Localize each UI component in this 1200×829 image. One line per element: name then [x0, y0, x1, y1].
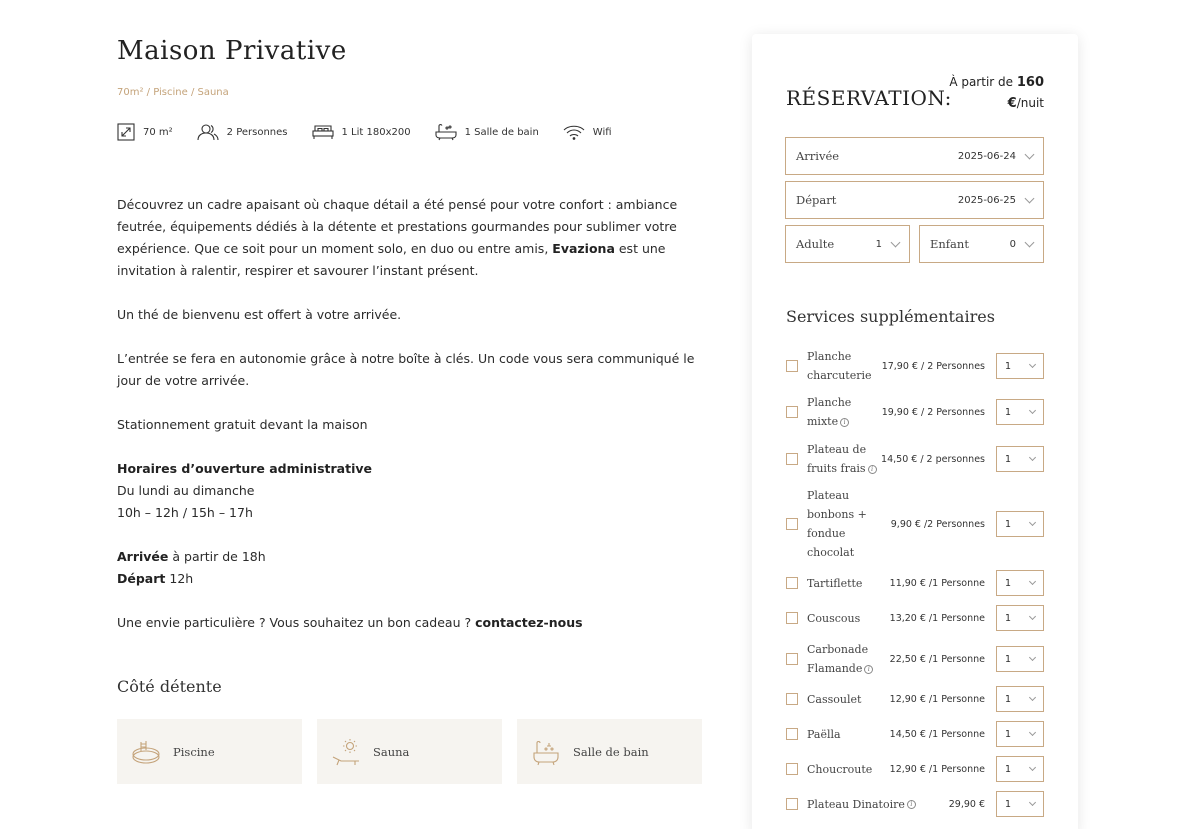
service-checkbox[interactable] [786, 798, 798, 810]
amenity-list [117, 719, 702, 784]
children-select[interactable] [919, 225, 1044, 263]
service-price: 29,90 € [948, 798, 985, 810]
service-checkbox[interactable] [786, 612, 798, 624]
service-price: 17,90 € / 2 Personnes [881, 360, 985, 372]
service-quantity-select[interactable]: 1 [996, 721, 1044, 747]
adults-label: Adulte [796, 237, 835, 251]
description-paragraph: Découvrez un cadre apaisant où chaque détail a été pensé pour votre confort : ambiance feutrée, équipements dédiés à la détente et prestations gourmandes pour sublimer votre expérience. Que ce soit pour un moment solo, en duo ou entre amis, Evaziona est une invitation à ralentir, respirer et savourer l’instant présent. [117, 197, 678, 278]
service-name: Plateau de fruits frais i [807, 440, 881, 478]
feature-bed [312, 124, 411, 140]
service-price: 14,50 € / 2 personnes [881, 453, 985, 465]
service-price: 9,90 € /2 Personnes [890, 518, 985, 530]
service-quantity-select[interactable]: 1 [996, 756, 1044, 782]
service-item [786, 605, 1044, 631]
expand-icon [117, 123, 135, 141]
adults-value: 1 [875, 238, 882, 250]
chevron-down-icon [1025, 193, 1035, 203]
feature-guests [197, 123, 288, 141]
service-item [786, 721, 1044, 747]
chevron-down-icon [1025, 237, 1035, 247]
contact-text: Une envie particulière ? Vous souhaitez un bon cadeau ? contactez-nous [117, 615, 583, 630]
service-checkbox[interactable] [786, 577, 798, 589]
checkin-times: Arrivée à partir de 18h Départ 12h [117, 549, 266, 586]
children-label: Enfant [930, 237, 969, 251]
amenity-bathroom: Salle de bain [517, 719, 702, 784]
feature-label: 2 Personnes [226, 126, 288, 138]
access-text: L’entrée se fera en autonomie grâce à notre boîte à clés. Un code vous sera communiqué le jour de votre arrivée. [117, 351, 695, 388]
hours-title: Horaires d’ouverture administrative [117, 461, 372, 476]
wifi-icon [563, 124, 585, 140]
section-title: Côté détente [117, 677, 222, 696]
service-checkbox[interactable] [786, 728, 798, 740]
service-checkbox[interactable] [786, 518, 798, 530]
service-quantity-select[interactable]: 1 [996, 353, 1044, 379]
feature-label: Wifi [592, 126, 612, 138]
service-name: Planche mixte i [807, 396, 852, 428]
service-checkbox[interactable] [786, 453, 798, 465]
chevron-down-icon [1029, 577, 1036, 584]
service-item [786, 346, 1044, 386]
brand-name: Evaziona [552, 241, 615, 256]
amenity-sauna: Sauna [317, 719, 502, 784]
feature-list [117, 123, 636, 141]
service-quantity-select[interactable]: 1 [996, 605, 1044, 631]
service-checkbox[interactable] [786, 653, 798, 665]
service-item [786, 791, 1044, 817]
chevron-down-icon [891, 237, 901, 247]
service-name: Carbonade Flamande i [807, 640, 881, 678]
feature-label: 70 m² [143, 126, 173, 138]
reservation-panel [752, 34, 1078, 829]
service-quantity-select[interactable]: 1 [996, 686, 1044, 712]
service-item [786, 686, 1044, 712]
description [117, 194, 707, 656]
service-item [786, 439, 1044, 479]
service-price: 12,90 € /1 Personne [889, 693, 985, 705]
info-icon[interactable]: i [840, 418, 849, 427]
service-item [786, 570, 1044, 596]
service-item [786, 756, 1044, 782]
adults-select[interactable] [785, 225, 910, 263]
service-checkbox[interactable] [786, 406, 798, 418]
services-title: Services supplémentaires [786, 307, 995, 326]
service-checkbox[interactable] [786, 360, 798, 372]
chevron-down-icon [1029, 728, 1036, 735]
service-quantity-select[interactable]: 1 [996, 399, 1044, 425]
chevron-down-icon [1029, 453, 1036, 460]
bathtub-icon [435, 123, 457, 141]
arrival-label: Arrivée [796, 149, 840, 163]
service-name: Choucroute [807, 762, 873, 776]
feature-label: 1 Salle de bain [464, 126, 539, 138]
opening-hours: Horaires d’ouverture administrative Du lundi au dimanche 10h – 12h / 15h – 17h [117, 461, 372, 520]
service-item [786, 486, 1044, 562]
service-name: Plateau Dinatoire i [807, 795, 917, 814]
page-title: Maison Privative [117, 36, 347, 66]
chevron-down-icon [1029, 612, 1036, 619]
parking-text: Stationnement gratuit devant la maison [117, 417, 368, 432]
price-display: À partir de 160 €/nuit [949, 75, 1044, 111]
chevron-down-icon [1029, 518, 1036, 525]
welcome-text: Un thé de bienvenu est offert à votre arrivée. [117, 307, 402, 322]
service-item [786, 392, 1044, 432]
departure-date-field[interactable] [785, 181, 1044, 219]
service-item [786, 639, 1044, 679]
chevron-down-icon [1029, 763, 1036, 770]
service-checkbox[interactable] [786, 693, 798, 705]
contact-link[interactable]: contactez-nous [475, 615, 583, 630]
service-price: 12,90 € /1 Personne [889, 763, 985, 775]
chevron-down-icon [1029, 798, 1036, 805]
service-name: Planche charcuterie [807, 350, 872, 382]
service-name: Cassoulet [807, 692, 862, 706]
info-icon[interactable]: i [907, 800, 916, 809]
reservation-title: RÉSERVATION: [786, 86, 952, 110]
service-price: 13,20 € /1 Personne [889, 612, 985, 624]
service-name: Couscous [807, 611, 861, 625]
arrival-value: 2025-06-24 [957, 150, 1016, 162]
sauna-icon [331, 737, 361, 767]
service-price: 19,90 € / 2 Personnes [881, 406, 985, 418]
arrival-date-field[interactable] [785, 137, 1044, 175]
service-price: 11,90 € /1 Personne [889, 577, 985, 589]
feature-label: 1 Lit 180x200 [341, 126, 411, 138]
feature-area [117, 123, 173, 141]
service-name: Tartiflette [807, 576, 863, 590]
service-quantity-select[interactable]: 1 [996, 791, 1044, 817]
chevron-down-icon [1029, 653, 1036, 660]
service-quantity-select[interactable]: 1 [996, 511, 1044, 537]
chevron-down-icon [1029, 360, 1036, 367]
service-price: 14,50 € /1 Personne [889, 728, 985, 740]
service-quantity-select[interactable]: 1 [996, 570, 1044, 596]
info-icon[interactable]: i [868, 465, 877, 474]
departure-value: 2025-06-25 [957, 194, 1016, 206]
info-icon[interactable]: i [864, 665, 873, 674]
feature-wifi [563, 124, 612, 140]
service-price: 22,50 € /1 Personne [889, 653, 985, 665]
price-value: 160 [1016, 75, 1044, 90]
feature-bathroom [435, 123, 539, 141]
service-name: Plateau bonbons + fondue chocolat [807, 489, 867, 559]
service-checkbox[interactable] [786, 763, 798, 775]
people-icon [197, 123, 219, 141]
service-quantity-select[interactable]: 1 [996, 646, 1044, 672]
chevron-down-icon [1029, 406, 1036, 413]
amenity-pool: Piscine [117, 719, 302, 784]
service-quantity-select[interactable]: 1 [996, 446, 1044, 472]
pool-icon [131, 737, 161, 767]
bed-icon [312, 124, 334, 140]
departure-label: Départ [796, 193, 837, 207]
bath-icon [531, 737, 561, 767]
chevron-down-icon [1025, 149, 1035, 159]
chevron-down-icon [1029, 693, 1036, 700]
service-name: Paëlla [807, 727, 841, 741]
listing-subtitle: 70m² / Piscine / Sauna [117, 87, 229, 98]
children-value: 0 [1009, 238, 1016, 250]
